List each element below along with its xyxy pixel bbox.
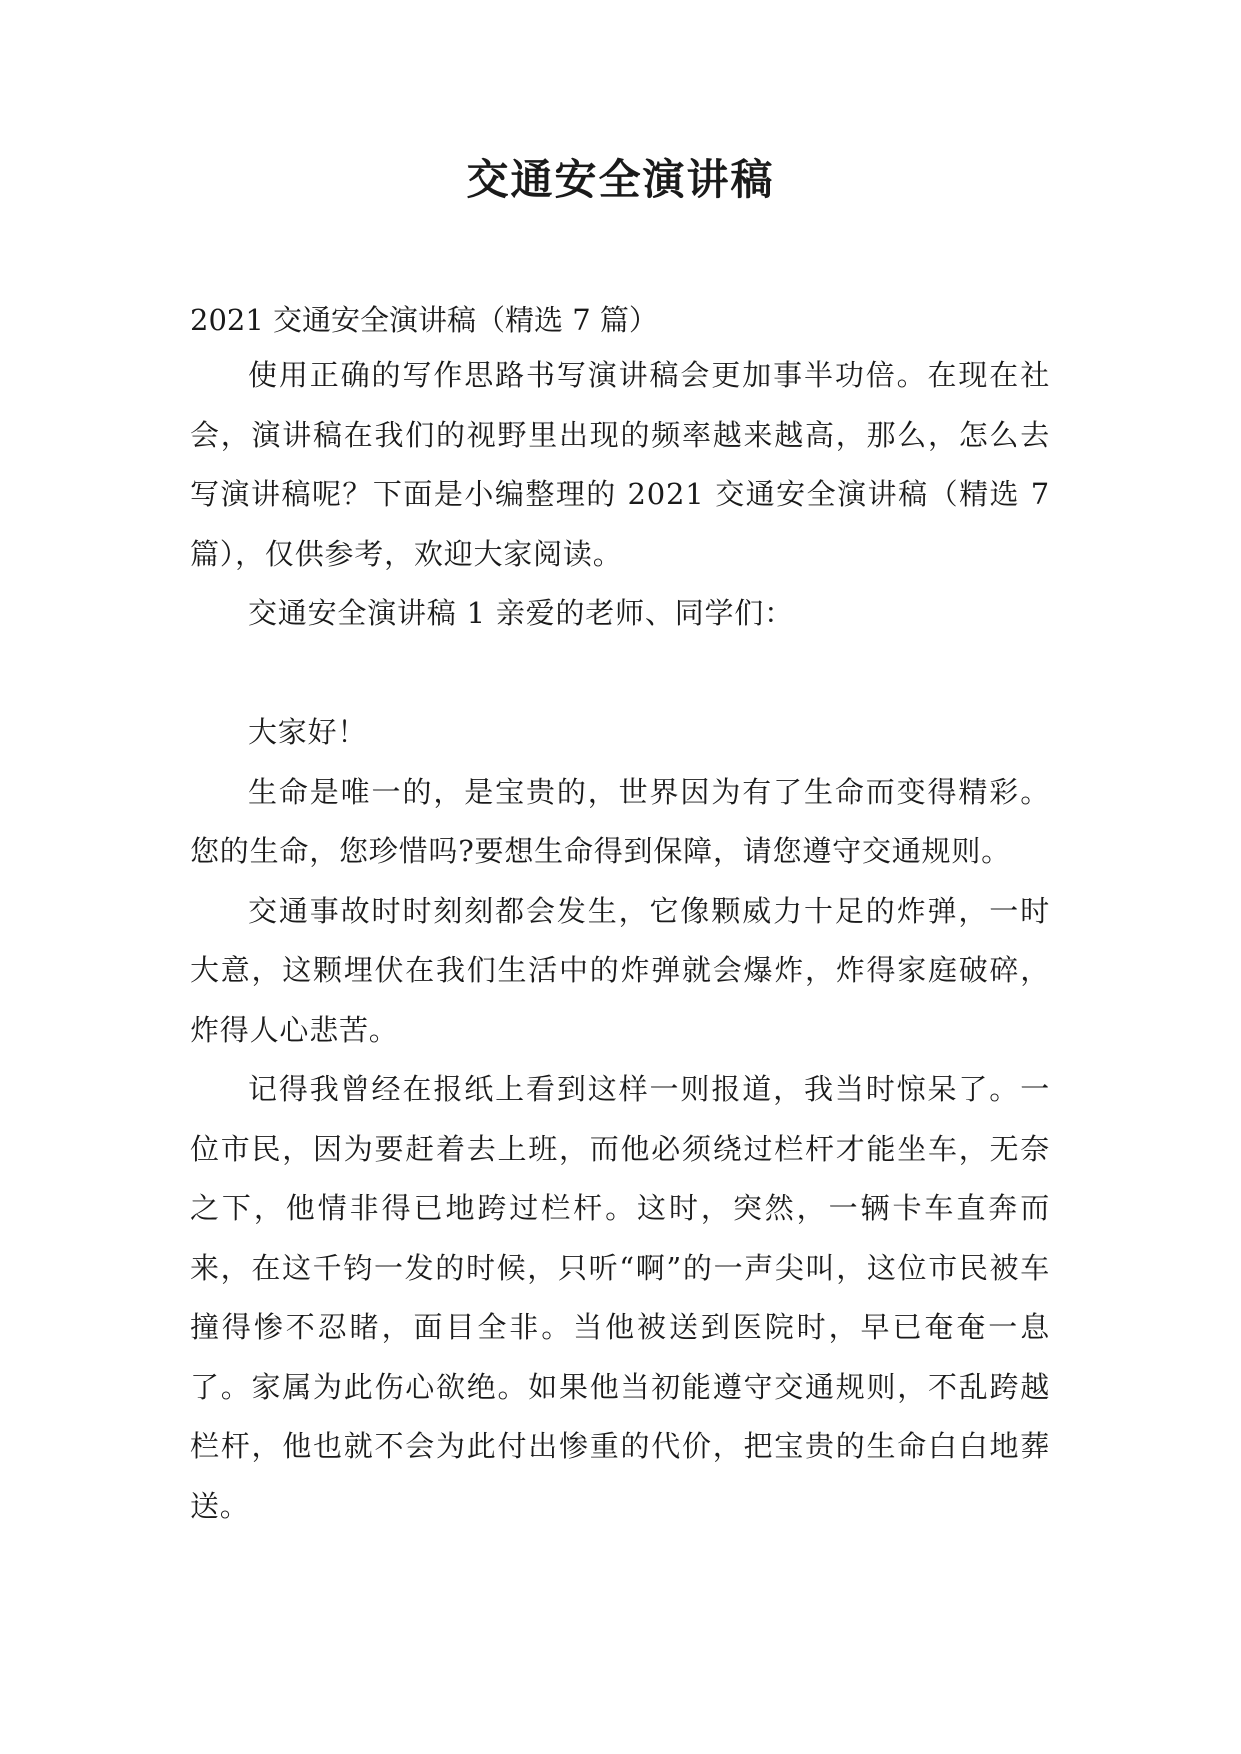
body-paragraph-life: 生命是唯一的，是宝贵的，世界因为有了生命而变得精彩。您的生命，您珍惜吗?要想生命得到保障，请您遵守交通规则。 <box>190 774 1050 868</box>
speech-heading-paragraph: 交通安全演讲稿 1 亲爱的老师、同学们： <box>248 596 794 630</box>
intro-paragraph: 使用正确的写作思路书写演讲稿会更加事半功倍。在现在社会，演讲稿在我们的视野里出现的频率越来越高，那么，怎么去写演讲稿呢？下面是小编整理的 2021 交通安全演讲稿（精选 7 篇），仅供参考，欢迎大家阅读。 <box>190 358 1050 571</box>
blank-line <box>190 644 1050 704</box>
document-subtitle: 2021 交通安全演讲稿（精选 7 篇） <box>190 303 658 337</box>
greeting-paragraph: 大家好！ <box>248 715 368 749</box>
body-paragraph-accidents: 交通事故时时刻刻都会发生，它像颗威力十足的炸弹，一时大意，这颗埋伏在我们生活中的炸弹就会爆炸，炸得家庭破碎，炸得人心悲苦。 <box>190 893 1050 1047</box>
document-body <box>190 346 1050 1536</box>
document-title: 交通安全演讲稿 <box>466 155 775 204</box>
body-paragraph-story: 记得我曾经在报纸上看到这样一则报道，我当时惊呆了。一位市民，因为要赶着去上班，而他必须绕过栏杆才能坐车，无奈之下，他情非得已地跨过栏杆。这时，突然，一辆卡车直奔而来，在这千钧一发的时候，只听“啊”的一声尖叫，这位市民被车撞得惨不忍睹，面目全非。当他被送到医院时，早已奄奄一息了。家属为此伤心欲绝。如果他当初能遵守交通规则，不乱跨越栏杆，他也就不会为此付出惨重的代价，把宝贵的生命白白地葬送。 <box>190 1072 1050 1523</box>
